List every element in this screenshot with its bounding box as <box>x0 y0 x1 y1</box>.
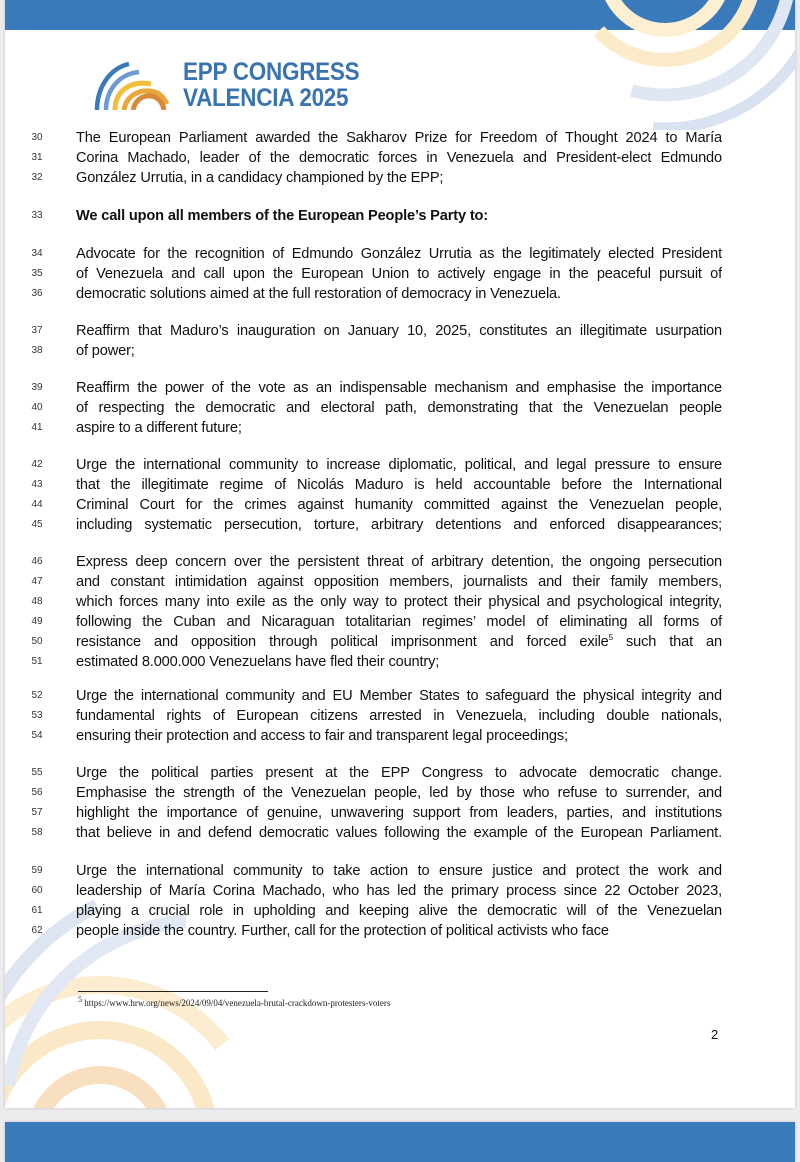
document-line <box>5 418 795 438</box>
line-number: 35 <box>31 268 43 279</box>
line-text: Urge the political parties present at the EPP Congress to advocate democratic change. <box>76 765 722 781</box>
logo-line-1: EPP CONGRESS <box>183 58 360 86</box>
footnote <box>78 995 391 1008</box>
document-line <box>5 128 795 148</box>
line-text: following the Cuban and Nicaraguan totalitarian regimes’ model of eliminating all forms of <box>76 614 722 630</box>
document-line <box>5 803 795 823</box>
line-number: 42 <box>31 459 43 470</box>
line-number: 53 <box>31 710 43 721</box>
line-text: González Urrutia, in a candidacy championed by the EPP; <box>76 170 444 186</box>
line-text: highlight the importance of genuine, unwavering support from leaders, parties, and institutions <box>76 805 722 821</box>
document-line <box>5 206 795 226</box>
line-text: Reaffirm the power of the vote as an indispensable mechanism and emphasise the importance <box>76 380 722 396</box>
document-line <box>5 861 795 881</box>
line-number: 52 <box>31 690 43 701</box>
line-text: that the illegitimate regime of Nicolás Maduro is held accountable before the International <box>76 477 722 493</box>
line-text: Urge the international community and EU Member States to safeguard the physical integrity and <box>76 688 722 704</box>
document-line <box>5 168 795 188</box>
line-number: 54 <box>31 730 43 741</box>
line-text: The European Parliament awarded the Sakharov Prize for Freedom of Thought 2024 to María <box>76 130 722 146</box>
line-text: playing a crucial role in upholding and keeping alive the democratic will of the Venezuelan <box>76 903 722 919</box>
document-line <box>5 455 795 475</box>
line-text: people inside the country. Further, call for the protection of political activists who face <box>76 923 609 939</box>
line-text: Corina Machado, leader of the democratic forces in Venezuela and President-elect Edmundo <box>76 150 722 166</box>
page-header-bar <box>5 0 795 30</box>
document-line <box>5 515 795 535</box>
line-number: 30 <box>31 132 43 143</box>
line-text: ensuring their protection and access to fair and transparent legal proceedings; <box>76 728 568 744</box>
line-number: 33 <box>31 210 43 221</box>
document-line <box>5 398 795 418</box>
line-number: 55 <box>31 767 43 778</box>
document-line <box>5 475 795 495</box>
line-number: 50 <box>31 636 43 647</box>
line-number: 39 <box>31 382 43 393</box>
document-line <box>5 612 795 632</box>
document-line <box>5 495 795 515</box>
line-text: fundamental rights of European citizens arrested in Venezuela, including double nationals, <box>76 708 722 724</box>
line-text: estimated 8.000.000 Venezuelans have fled their country; <box>76 654 440 670</box>
line-text-part: such that an <box>612 634 722 650</box>
document-line <box>5 726 795 746</box>
document-line <box>5 321 795 341</box>
line-text: that believe in and defend democratic values following the example of the European Parliament. <box>76 825 722 841</box>
document-line <box>5 592 795 612</box>
section-heading: We call upon all members of the European People’s Party to: <box>76 208 489 224</box>
line-number: 60 <box>31 885 43 896</box>
document-line <box>5 378 795 398</box>
document-line <box>5 264 795 284</box>
line-number: 57 <box>31 807 43 818</box>
rainbow-arcs-icon <box>93 60 177 110</box>
next-document-page <box>5 1122 795 1162</box>
line-text: of Venezuela and call upon the European Union to actively engage in the peaceful pursuit of <box>76 266 722 282</box>
line-number: 48 <box>31 596 43 607</box>
page-number: 2 <box>711 1027 719 1042</box>
document-line <box>5 341 795 361</box>
line-text: of power; <box>76 343 135 359</box>
line-number: 37 <box>31 325 43 336</box>
line-number: 32 <box>31 172 43 183</box>
line-text: Express deep concern over the persistent threat of arbitrary detention, the ongoing persecution <box>76 554 722 570</box>
document-line <box>5 901 795 921</box>
line-text: democratic solutions aimed at the full restoration of democracy in Venezuela. <box>76 286 561 302</box>
line-text: Advocate for the recognition of Edmundo González Urrutia as the legitimately elected President <box>76 246 722 262</box>
line-number: 51 <box>31 656 43 667</box>
line-number: 31 <box>31 152 43 163</box>
document-line <box>5 632 795 652</box>
footnote-divider <box>78 991 268 992</box>
document-line <box>5 881 795 901</box>
document-line <box>5 572 795 592</box>
document-line <box>5 686 795 706</box>
line-text: which forces many into exile as the only way to protect their physical and psychological integrity, <box>76 594 722 610</box>
logo-line-2: VALENCIA 2025 <box>183 84 349 112</box>
line-number: 40 <box>31 402 43 413</box>
document-line <box>5 552 795 572</box>
line-number: 36 <box>31 288 43 299</box>
logo-text <box>183 59 359 111</box>
line-text <box>76 632 722 652</box>
line-text: Criminal Court for the crimes against humanity committed against the Venezuelan people, <box>76 497 722 513</box>
document-line <box>5 823 795 843</box>
footnote-marker: 5 <box>78 995 82 1004</box>
document-line <box>5 148 795 168</box>
line-text: Reaffirm that Maduro’s inauguration on January 10, 2025, constitutes an illegitimate usurpation <box>76 323 722 339</box>
line-number: 56 <box>31 787 43 798</box>
footnote-link[interactable]: https://www.hrw.org/news/2024/09/04/venezuela-brutal-crackdown-protesters-voters <box>84 998 391 1008</box>
line-text: including systematic persecution, torture, arbitrary detentions and enforced disappearances; <box>76 517 722 533</box>
document-line <box>5 244 795 264</box>
line-number: 62 <box>31 925 43 936</box>
line-number: 59 <box>31 865 43 876</box>
line-text: Urge the international community to take action to ensure justice and protect the work and <box>76 863 722 879</box>
next-page-header-bar <box>5 1122 795 1162</box>
line-number: 34 <box>31 248 43 259</box>
line-number: 49 <box>31 616 43 627</box>
footnote-reference[interactable]: 5 <box>608 633 613 643</box>
line-text: of respecting the democratic and electoral path, demonstrating that the Venezuelan people <box>76 400 722 416</box>
document-line <box>5 921 795 941</box>
epp-congress-logo <box>93 56 379 114</box>
line-number: 47 <box>31 576 43 587</box>
document-line <box>5 652 795 672</box>
line-number: 43 <box>31 479 43 490</box>
document-line <box>5 284 795 304</box>
line-text: aspire to a different future; <box>76 420 242 436</box>
document-line <box>5 763 795 783</box>
line-number: 41 <box>31 422 43 433</box>
line-number: 45 <box>31 519 43 530</box>
line-number: 46 <box>31 556 43 567</box>
line-number: 61 <box>31 905 43 916</box>
line-text: Emphasise the strength of the Venezuelan people, led by those who refuse to surrender, and <box>76 785 722 801</box>
line-text: Urge the international community to increase diplomatic, political, and legal pressure to ensure <box>76 457 722 473</box>
line-number: 58 <box>31 827 43 838</box>
line-number: 38 <box>31 345 43 356</box>
line-text: and constant intimidation against opposition members, journalists and their family members, <box>76 574 722 590</box>
document-page <box>5 0 795 1108</box>
document-line <box>5 783 795 803</box>
line-number: 44 <box>31 499 43 510</box>
line-text: leadership of María Corina Machado, who has led the primary process since 22 October 2023, <box>76 883 722 899</box>
document-line <box>5 706 795 726</box>
line-text-part: resistance and opposition through political imprisonment and forced exile <box>76 634 609 650</box>
